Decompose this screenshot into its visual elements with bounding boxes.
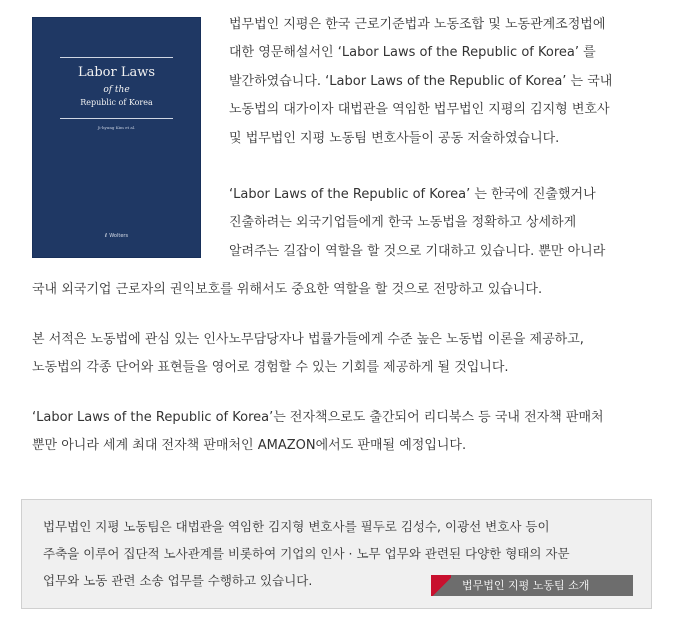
purpose-paragraph [229, 181, 646, 266]
intro-line: 발간하였습니다. ‘Labor Laws of the Republic of Korea’ 는 국내 [229, 73, 613, 89]
cover-bottom-rule [60, 118, 173, 119]
purpose-line: 알려주는 길잡이 역할을 할 것으로 기대하고 있습니다. 뿐만 아니라 [229, 243, 606, 259]
cover-publisher-name: Wolters [109, 233, 129, 239]
team-info-line: 업무와 노동 관련 소송 업무를 수행하고 있습니다. [43, 573, 313, 588]
badge-accent-icon [431, 575, 451, 596]
audience-paragraph [32, 326, 646, 383]
cover-top-rule [60, 57, 173, 58]
purpose-line: ‘Labor Laws of the Republic of Korea’ 는 한국에 진출했거나 [229, 187, 596, 202]
cover-title-line1: Labor Laws [77, 65, 156, 80]
intro-line: 노동법의 대가이자 대법관을 역임한 법무법인 지평의 김지형 변호사 [229, 102, 610, 118]
team-info-line: 주축을 이루어 집단적 노사관계를 비롯하여 기업의 인사 · 노무 업무와 관련된 다양한 형태의 자문 [43, 546, 570, 561]
team-intro-label: 법무법인 지평 노동팀 소개 [462, 579, 590, 592]
intro-line: 법무법인 지평은 한국 근로기준법과 노동조합 및 노동관계조정법에 [229, 17, 606, 32]
cover-title-line3: Republic of Korea [80, 98, 153, 107]
purpose-line: 진출하려는 외국기업들에게 한국 노동법을 정확하고 상세하게 [229, 215, 577, 231]
team-intro-link[interactable] [431, 575, 633, 596]
intro-paragraph [229, 11, 646, 153]
purpose-line: 국내 외국기업 근로자의 권익보호를 위해서도 중요한 역할을 할 것으로 전망하고 있습니다. [32, 282, 543, 297]
publisher-logo-icon: ℓ [104, 233, 108, 239]
audience-line: 노동법의 각종 단어와 표현들을 영어로 경험할 수 있는 기회를 제공하게 될 것입니다. [32, 360, 509, 376]
intro-line: 대한 영문해설서인 ‘Labor Laws of the Republic of Korea’ 를 [229, 45, 596, 61]
team-info-box [21, 499, 652, 609]
cover-title-line2: of the [103, 85, 130, 95]
cover-publisher [32, 233, 201, 239]
book-cover-image [32, 17, 201, 258]
team-info-line: 법무법인 지평 노동팀은 대법관을 역임한 김지형 변호사를 필두로 김성수, 이광선 변호사 등이 [43, 519, 550, 534]
distribution-paragraph [32, 404, 646, 461]
purpose-paragraph-continuation [32, 276, 646, 304]
cover-author: Ji-hyung Kim et al. [97, 125, 136, 130]
distribution-line: 뿐만 아니라 세계 최대 전자책 판매처인 AMAZON에서도 판매될 예정입니다. [32, 438, 467, 454]
intro-line: 및 법무법인 지평 노동팀 변호사들이 공동 저술하였습니다. [229, 130, 560, 146]
distribution-line: ‘Labor Laws of the Republic of Korea’는 전자책으로도 출간되어 리디북스 등 국내 전자책 판매처 [32, 410, 604, 425]
audience-line: 본 서적은 노동법에 관심 있는 인사노무담당자나 법률가들에게 수준 높은 노동법 이론을 제공하고, [32, 332, 584, 347]
